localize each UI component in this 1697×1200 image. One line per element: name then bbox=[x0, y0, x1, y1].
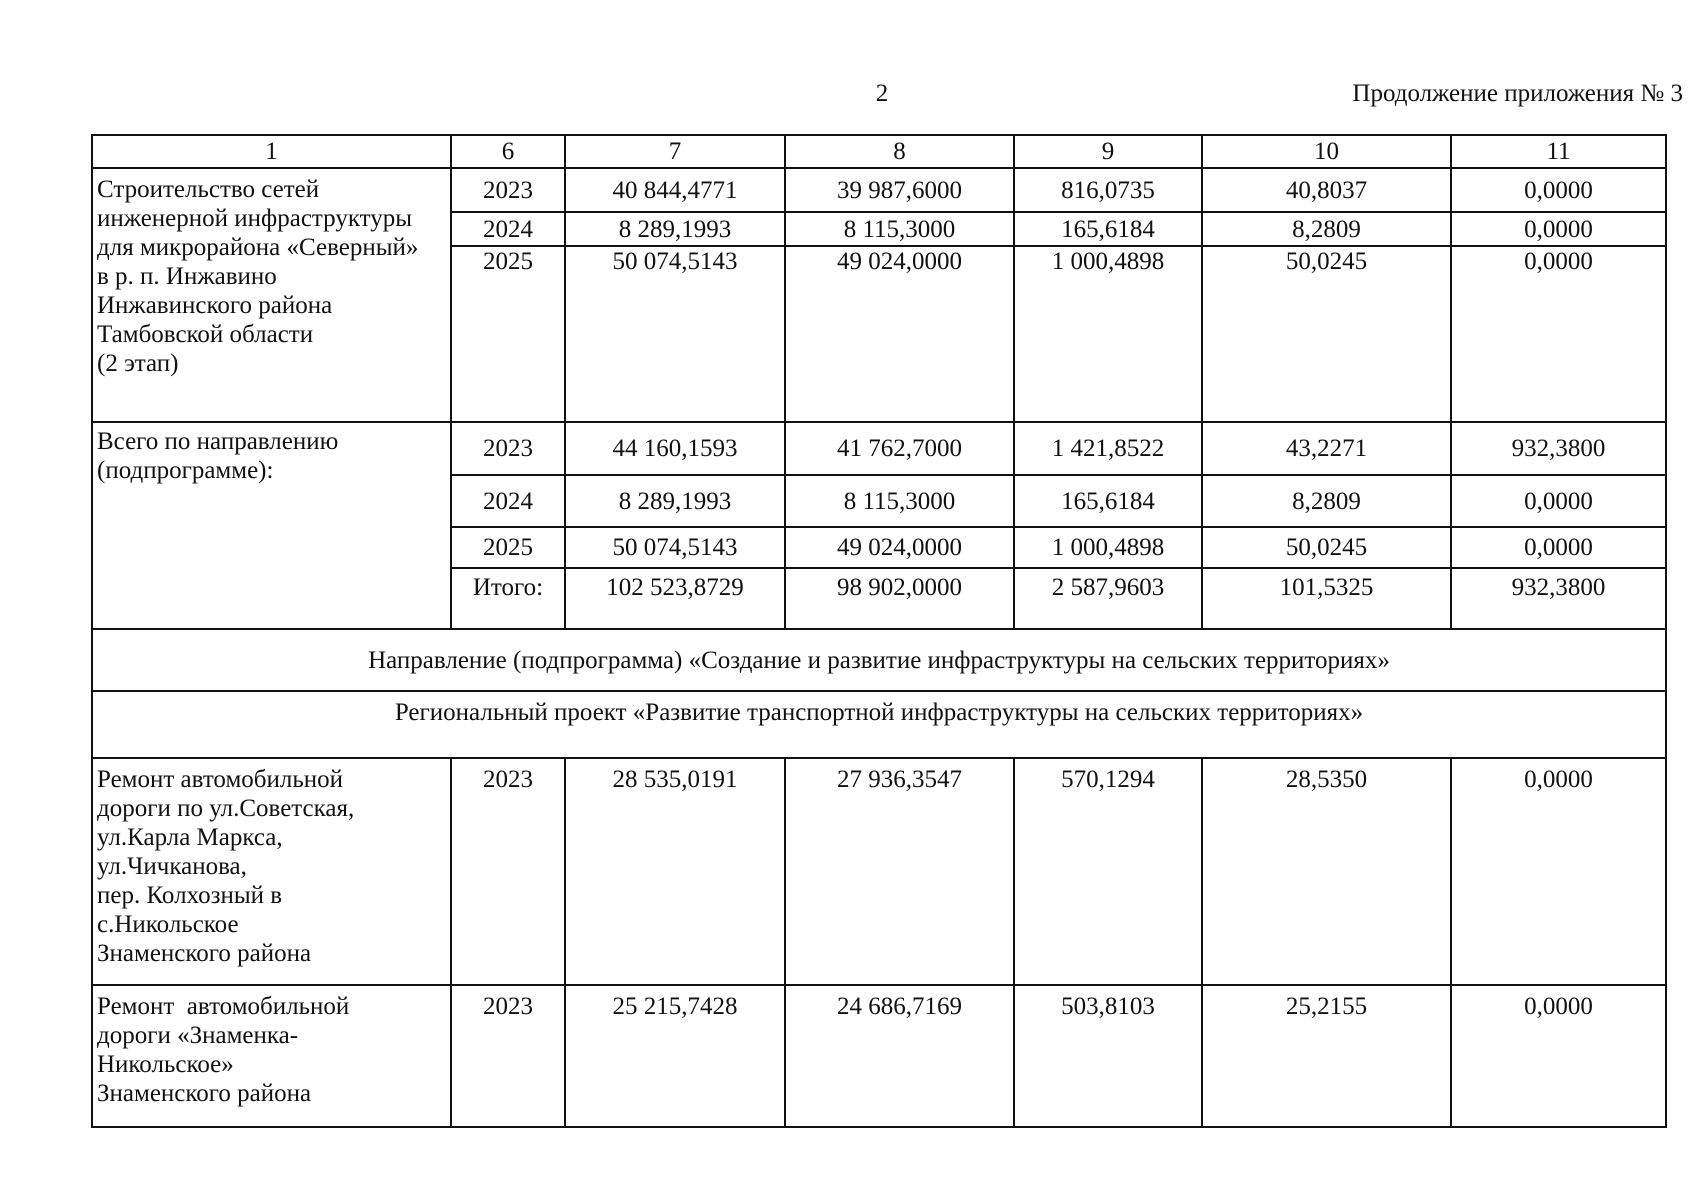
item-name-line: в р. п. Инжавино bbox=[97, 263, 277, 290]
item-name-line: пер. Колхозный в bbox=[97, 882, 283, 909]
item-name-line: для микрорайона «Северный» bbox=[97, 234, 419, 261]
year-cell: 2024 bbox=[451, 475, 565, 527]
column-header: 10 bbox=[1202, 135, 1451, 168]
section-row bbox=[92, 691, 1666, 758]
value-cell: 165,6184 bbox=[1014, 212, 1202, 246]
item-name-line: Инжавинского района bbox=[97, 292, 333, 319]
value-cell: 98 902,0000 bbox=[785, 568, 1014, 629]
section-project-title: Региональный проект «Развитие транспортной инфраструктуры на сельских территориях» bbox=[92, 691, 1666, 758]
column-header: 9 bbox=[1014, 135, 1202, 168]
total-label-cell: Итого: bbox=[451, 568, 565, 629]
value-cell: 40 844,4771 bbox=[565, 168, 785, 212]
value-cell: 2 587,9603 bbox=[1014, 568, 1202, 629]
value-cell: 25,2155 bbox=[1202, 985, 1451, 1127]
value-cell: 165,6184 bbox=[1014, 475, 1202, 527]
value-cell: 932,3800 bbox=[1451, 568, 1666, 629]
value-cell: 1 000,4898 bbox=[1014, 527, 1202, 568]
table-row bbox=[92, 422, 1666, 475]
value-cell: 932,3800 bbox=[1451, 422, 1666, 475]
value-cell: 503,8103 bbox=[1014, 985, 1202, 1127]
year-cell: 2023 bbox=[451, 422, 565, 475]
item-name-line: Никольское» bbox=[97, 1051, 234, 1078]
column-header: 8 bbox=[785, 135, 1014, 168]
item-name-line: с.Никольское bbox=[97, 911, 239, 938]
section-direction-title: Направление (подпрограмма) «Создание и развитие инфраструктуры на сельских территориях» bbox=[92, 629, 1666, 691]
value-cell: 43,2271 bbox=[1202, 422, 1451, 475]
item-name-cell bbox=[92, 985, 451, 1127]
year-cell: 2023 bbox=[451, 985, 565, 1127]
value-cell: 24 686,7169 bbox=[785, 985, 1014, 1127]
item-name-line: Знаменского района bbox=[97, 940, 312, 967]
value-cell: 102 523,8729 bbox=[565, 568, 785, 629]
value-cell: 0,0000 bbox=[1451, 758, 1666, 985]
value-cell: 1 000,4898 bbox=[1014, 246, 1202, 422]
value-cell: 40,8037 bbox=[1202, 168, 1451, 212]
value-cell: 50 074,5143 bbox=[565, 246, 785, 422]
page-number: 2 bbox=[875, 80, 889, 107]
value-cell: 28 535,0191 bbox=[565, 758, 785, 985]
item-name-line: Ремонт автомобильной bbox=[97, 766, 343, 793]
year-cell: 2025 bbox=[451, 246, 565, 422]
column-header: 7 bbox=[565, 135, 785, 168]
value-cell: 0,0000 bbox=[1451, 527, 1666, 568]
column-header: 1 bbox=[92, 135, 451, 168]
item-name-cell bbox=[92, 168, 451, 422]
value-cell: 50 074,5143 bbox=[565, 527, 785, 568]
value-cell: 0,0000 bbox=[1451, 985, 1666, 1127]
year-cell: 2025 bbox=[451, 527, 565, 568]
value-cell: 0,0000 bbox=[1451, 212, 1666, 246]
item-name-line: ул.Чичканова, bbox=[97, 853, 247, 880]
value-cell: 28,5350 bbox=[1202, 758, 1451, 985]
value-cell: 0,0000 bbox=[1451, 246, 1666, 422]
value-cell: 570,1294 bbox=[1014, 758, 1202, 985]
section-row bbox=[92, 629, 1666, 691]
budget-table bbox=[91, 134, 1667, 1128]
table-row bbox=[92, 168, 1666, 212]
column-header: 11 bbox=[1451, 135, 1666, 168]
item-name-line: дороги по ул.Советская, bbox=[97, 795, 355, 822]
value-cell: 50,0245 bbox=[1202, 246, 1451, 422]
value-cell: 49 024,0000 bbox=[785, 246, 1014, 422]
value-cell: 0,0000 bbox=[1451, 475, 1666, 527]
value-cell: 8,2809 bbox=[1202, 475, 1451, 527]
item-name-line: (2 этап) bbox=[97, 350, 179, 377]
item-name-line: Знаменского района bbox=[97, 1080, 312, 1107]
column-header-row bbox=[92, 135, 1666, 168]
total-name-cell bbox=[92, 422, 451, 629]
item-name-line: дороги «Знаменка- bbox=[97, 1022, 299, 1049]
value-cell: 41 762,7000 bbox=[785, 422, 1014, 475]
year-cell: 2024 bbox=[451, 212, 565, 246]
value-cell: 39 987,6000 bbox=[785, 168, 1014, 212]
value-cell: 0,0000 bbox=[1451, 168, 1666, 212]
item-name-line: инженерной инфраструктуры bbox=[97, 205, 413, 232]
value-cell: 101,5325 bbox=[1202, 568, 1451, 629]
year-cell: 2023 bbox=[451, 168, 565, 212]
total-name-line: (подпрограмме): bbox=[97, 457, 274, 484]
item-name-cell bbox=[92, 758, 451, 985]
value-cell: 8 115,3000 bbox=[785, 475, 1014, 527]
value-cell: 25 215,7428 bbox=[565, 985, 785, 1127]
item-name-line: Ремонт автомобильной bbox=[97, 993, 350, 1020]
value-cell: 8 289,1993 bbox=[565, 212, 785, 246]
value-cell: 8 289,1993 bbox=[565, 475, 785, 527]
item-name-line: Тамбовской области bbox=[97, 321, 314, 348]
year-cell: 2023 bbox=[451, 758, 565, 985]
value-cell: 8,2809 bbox=[1202, 212, 1451, 246]
table-row bbox=[92, 758, 1666, 985]
appendix-label: Продолжение приложения № 3 bbox=[1352, 80, 1683, 107]
value-cell: 50,0245 bbox=[1202, 527, 1451, 568]
item-name-line: Строительство сетей bbox=[97, 176, 320, 203]
value-cell: 1 421,8522 bbox=[1014, 422, 1202, 475]
total-name-line: Всего по направлению bbox=[97, 428, 339, 455]
table-row bbox=[92, 985, 1666, 1127]
item-name-line: ул.Карла Маркса, bbox=[97, 824, 283, 851]
value-cell: 27 936,3547 bbox=[785, 758, 1014, 985]
value-cell: 44 160,1593 bbox=[565, 422, 785, 475]
value-cell: 49 024,0000 bbox=[785, 527, 1014, 568]
value-cell: 816,0735 bbox=[1014, 168, 1202, 212]
column-header: 6 bbox=[451, 135, 565, 168]
value-cell: 8 115,3000 bbox=[785, 212, 1014, 246]
